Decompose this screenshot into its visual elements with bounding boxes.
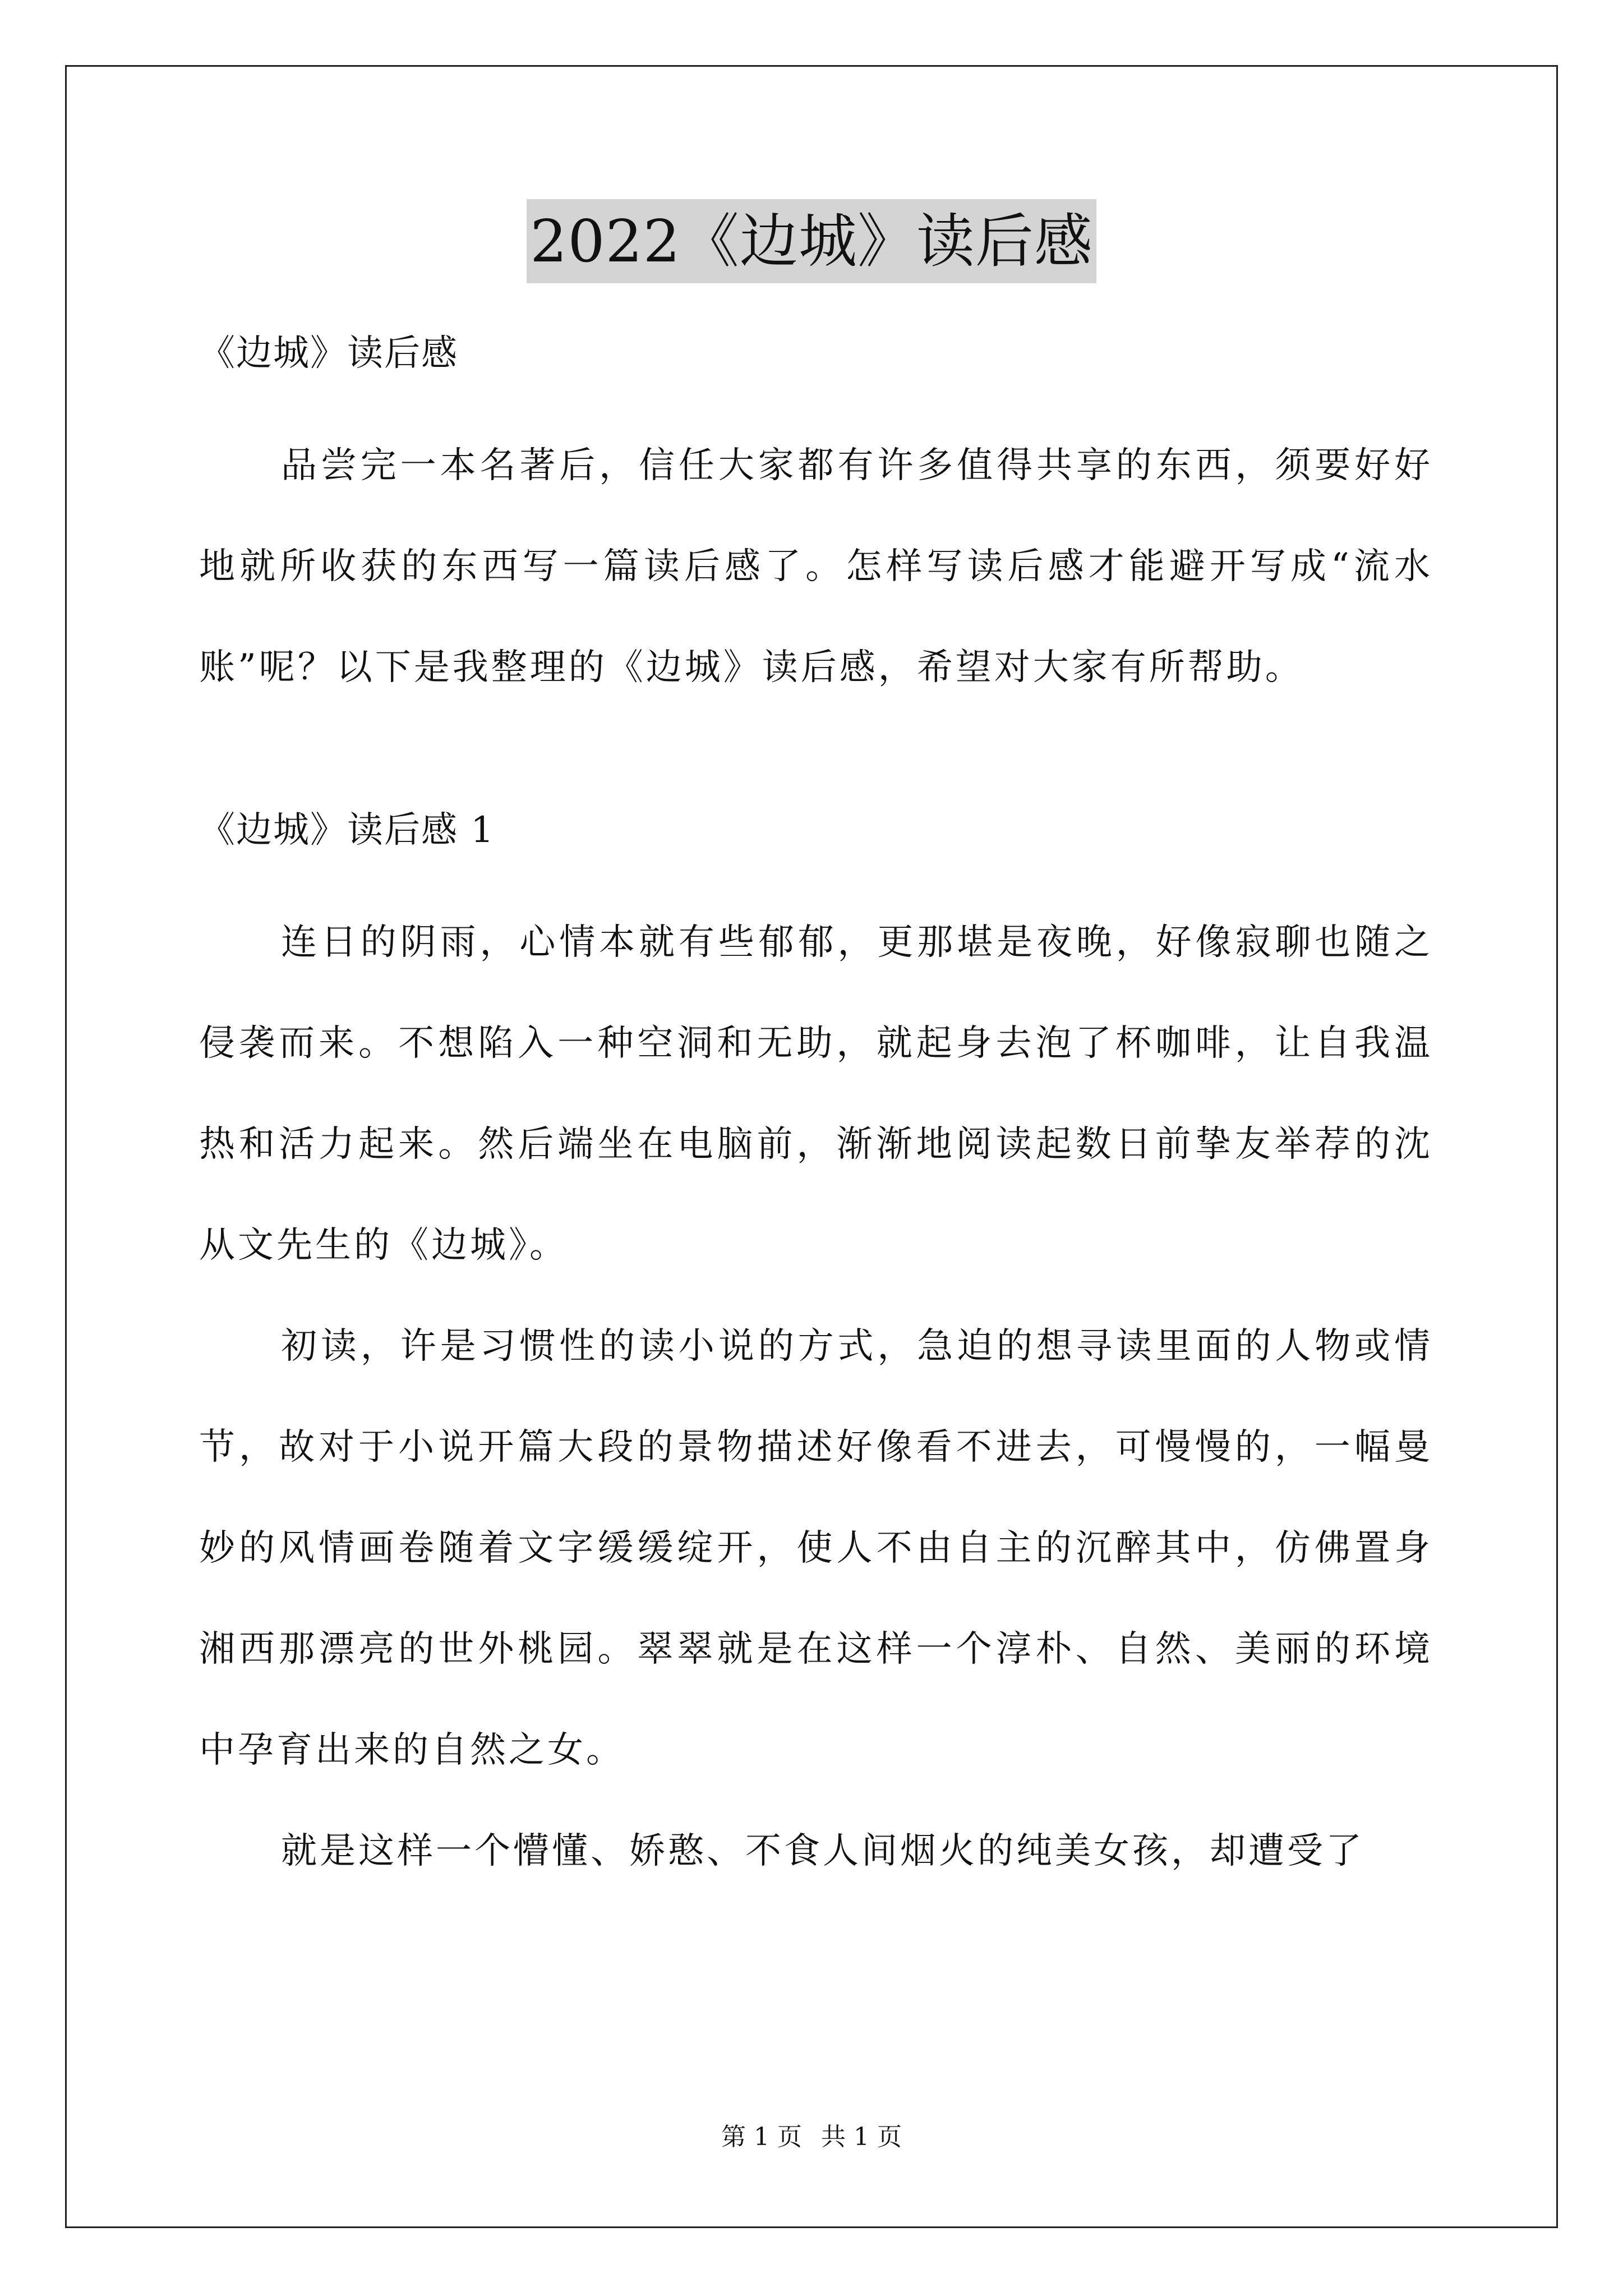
body-paragraph: 初读，许是习惯性的读小说的方式，急迫的想寻读里面的人物或情节，故对于小说开篇大段的景物描述好像看不进去，可慢慢的，一幅曼妙的风情画卷随着文字缓缓绽开，使人不由自主的沉醉其中，仿佛置身湘西那漂亮的世外桃园。翠翠就是在这样一个淳朴、自然、美丽的环境中孕育出来的自然之女。: [199, 1326, 1433, 1771]
document-body: [199, 303, 1433, 1902]
body-paragraph: 连日的阴雨，心情本就有些郁郁，更那堪是夜晚，好像寂聊也随之侵袭而来。不想陷入一种空洞和无助，就起身去泡了杯咖啡，让自我温热和活力起来。然后端坐在电脑前，渐渐地阅读起数日前挚友举荐的沈从文先生的《边城》。: [199, 922, 1433, 1266]
spacer: [199, 718, 1433, 780]
page-number: 第 1 页: [721, 2123, 802, 2151]
document-title: 2022《边城》读后感: [527, 199, 1096, 283]
body-paragraph: 就是这样一个懵懂、娇憨、不食人间烟火的纯美女孩，却遭受了: [281, 1830, 1364, 1872]
page-total: 共 1 页: [821, 2123, 902, 2151]
spacer: [199, 404, 1433, 415]
page-footer: [0, 2120, 1623, 2154]
essay-heading: 《边城》读后感 1: [199, 809, 495, 851]
section-heading: 《边城》读后感: [199, 333, 458, 374]
title-container: [0, 199, 1623, 283]
spacer: [199, 881, 1433, 892]
intro-paragraph: 品尝完一本名著后，信任大家都有许多值得共享的东西，须要好好地就所收获的东西写一篇读后感了。怎样写读后感才能避开写成“流水账”呢？以下是我整理的《边城》读后感，希望对大家有所帮助。: [199, 445, 1433, 688]
